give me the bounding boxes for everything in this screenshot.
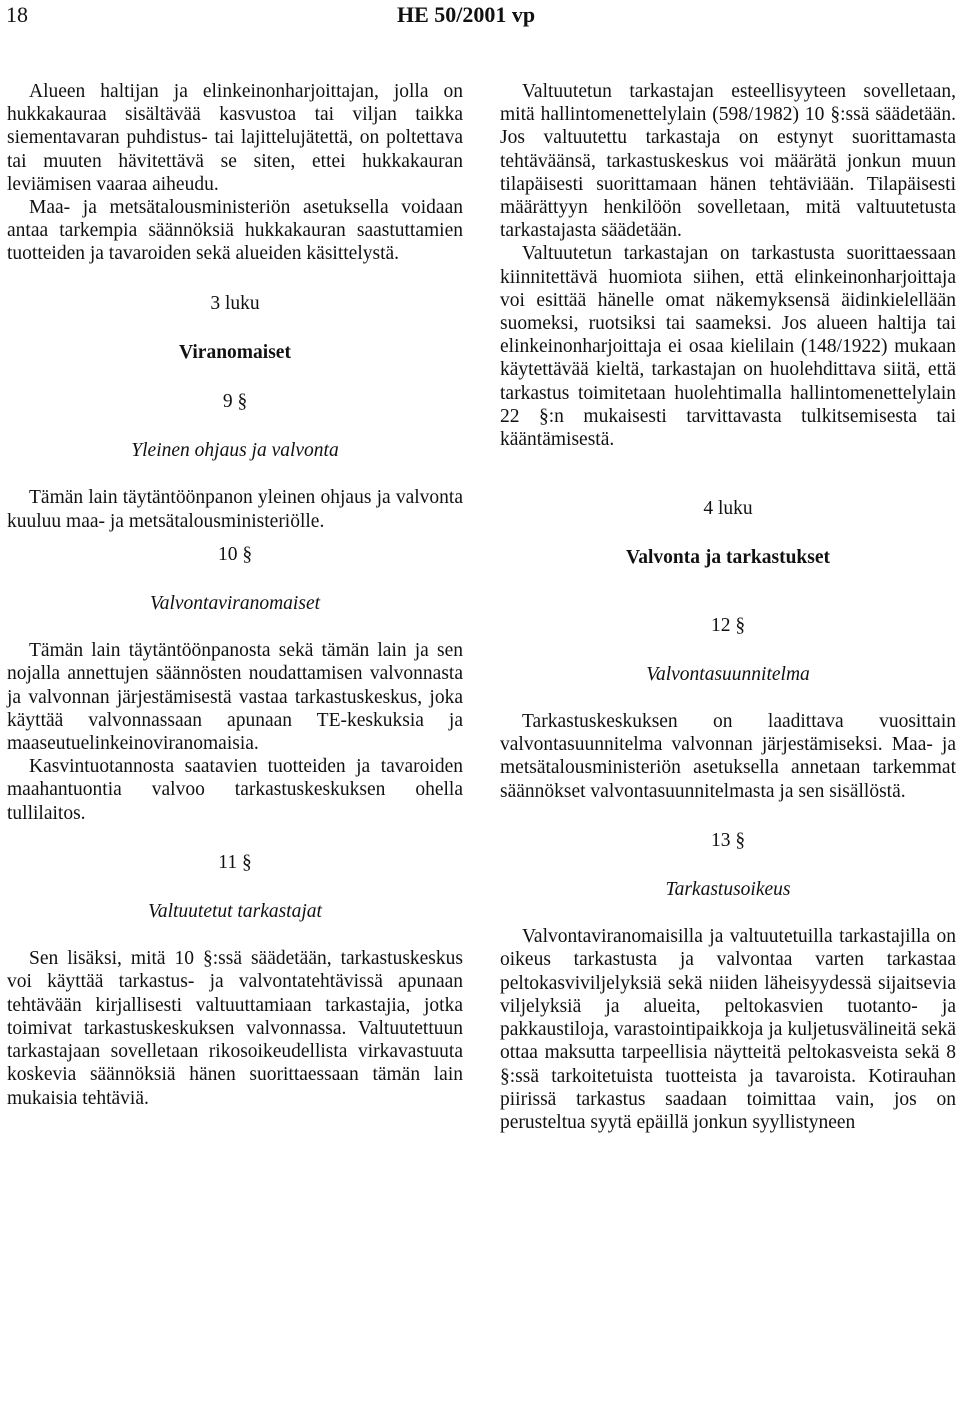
right-column bbox=[500, 80, 956, 1134]
section-title: Valtuutetut tarkastajat bbox=[148, 901, 322, 923]
section-title: Valvontaviranomaiset bbox=[149, 593, 321, 615]
paragraph: Valtuutetun tarkastajan on tarkastusta suorittaessaan kiinnitettävä huomiota siihen, että elinkeinonharjoittaja voi esittää hänelle omat näkemyksensä äidinkielellään suomeksi, ruotsiksi tai saameksi. Jos alueen haltija tai elinkeinonharjoittaja ei osaa kielilain (148/1922) mukaan käytettävää kieltä, tarkastajan on huolehdittava siitä, että tarkastus toimitetaan huolehtimalla hallintomenettelylain 22 §:n mukaisesti tarvittavasta tulkitsemisesta tai kääntämisestä. bbox=[500, 243, 956, 451]
section-number: 10 § bbox=[217, 543, 253, 565]
section-number: 11 § bbox=[218, 851, 252, 873]
document-id: HE 50/2001 vp bbox=[397, 2, 536, 27]
section-number: 13 § bbox=[710, 829, 746, 851]
section-title: Tarkastusoikeus bbox=[665, 879, 791, 901]
section-number: 9 § bbox=[222, 391, 248, 413]
section-title: Yleinen ohjaus ja valvonta bbox=[131, 440, 339, 462]
paragraph: Tämän lain täytäntöönpanosta sekä tämän lain ja sen nojalla annettujen säännösten noudattamisen valvonnasta ja valvonnan järjestämisestä vastaa tarkastuskeskus, joka käyttää valvonnassaan apunaan TE-keskuksia ja maaseutuelinkeinoviranomaisia. bbox=[7, 640, 463, 755]
paragraph: Kasvintuotannosta saatavien tuotteiden ja tavaroiden maahantuontia valvoo tarkastuskeskuksen ohella tullilaitos. bbox=[7, 756, 463, 824]
left-column bbox=[7, 80, 463, 1110]
paragraph: Tämän lain täytäntöönpanon yleinen ohjaus ja valvonta kuuluu maa- ja metsätalousministeriölle. bbox=[7, 487, 463, 532]
paragraph: Valtuutetun tarkastajan esteellisyyteen sovelletaan, mitä hallintomenettelylain (598/1982) 10 §:ssä säädetään. Jos valtuutettu tarkastaja on estynyt suorittamasta tehtäväänsä, tarkastuskeskus voi määrätä jonkun muun tilapäisesti suorittamaan hänen tehtäviään. Tilapäisesti määrättyyn henkilöön sovelletaan, mitä valtuutetusta tarkastajasta säädetään. bbox=[500, 81, 956, 242]
paragraph: Tarkastuskeskuksen on laadittava vuosittain valvontasuunnitelma valvonnan järjestämiseksi. Maa- ja metsätalousministeriön asetuksella annetaan tarkemmat säännökset valvontasuunnitelmasta ja sen sisällöstä. bbox=[500, 711, 956, 802]
chapter-title: Valvonta ja tarkastukset bbox=[625, 547, 831, 569]
chapter-number: 3 luku bbox=[210, 292, 260, 314]
section-number: 12 § bbox=[710, 614, 746, 636]
paragraph: Maa- ja metsätalousministeriön asetuksella voidaan antaa tarkempia säännöksiä hukkakauran saastuttamien tuotteiden ja tavaroiden sekä alueiden käsittelystä. bbox=[7, 197, 463, 265]
page-number: 18 bbox=[6, 2, 28, 27]
paragraph: Alueen haltijan ja elinkeinonharjoittajan, jolla on hukkakauraa sisältävää kasvustoa tai viljan taikka siementavaran puhdistus- tai lajittelujätettä, on poltettava tai muuten hävitettävä se siten, ettei hukkakauran leviämisen vaaraa aiheudu. bbox=[7, 81, 463, 195]
section-title: Valvontasuunnitelma bbox=[646, 663, 810, 685]
paragraph: Valvontaviranomaisilla ja valtuutetuilla tarkastajilla on oikeus tarkastusta ja valvontaa varten tarkastaa peltokasviviljelyksiä sekä niiden läheisyydessä sijaitsevia viljelyksiä ja alueita, peltokasvien tuotanto- ja pakkaustiloja, varastointipaikkoja ja kuljetusvälineitä sekä ottaa maksutta tarpeellisia näytteitä peltokasveista sekä 8 §:ssä tarkoitetuista tuotteista ja tavaroista. Kotirauhan piirissä tarkastus saadaan toimittaa vain, jos on perusteltua syytä epäillä jonkun syyllistyneen bbox=[500, 926, 956, 1133]
paragraph: Sen lisäksi, mitä 10 §:ssä säädetään, tarkastuskeskus voi käyttää tarkastus- ja valvontatehtävissä apunaan tehtävään kirjallisesti valtuuttamiaan tarkastajia, jotka toimivat tarkastuskeskuksen valvonnassa. Valtuutettuun tarkastajaan sovelletaan rikosoikeudellista virkavastuuta koskevia säännöksiä hänen suorittaessaan tämän lain mukaisia tehtäviä. bbox=[7, 948, 463, 1109]
chapter-title: Viranomaiset bbox=[179, 341, 291, 363]
chapter-number: 4 luku bbox=[703, 498, 753, 520]
